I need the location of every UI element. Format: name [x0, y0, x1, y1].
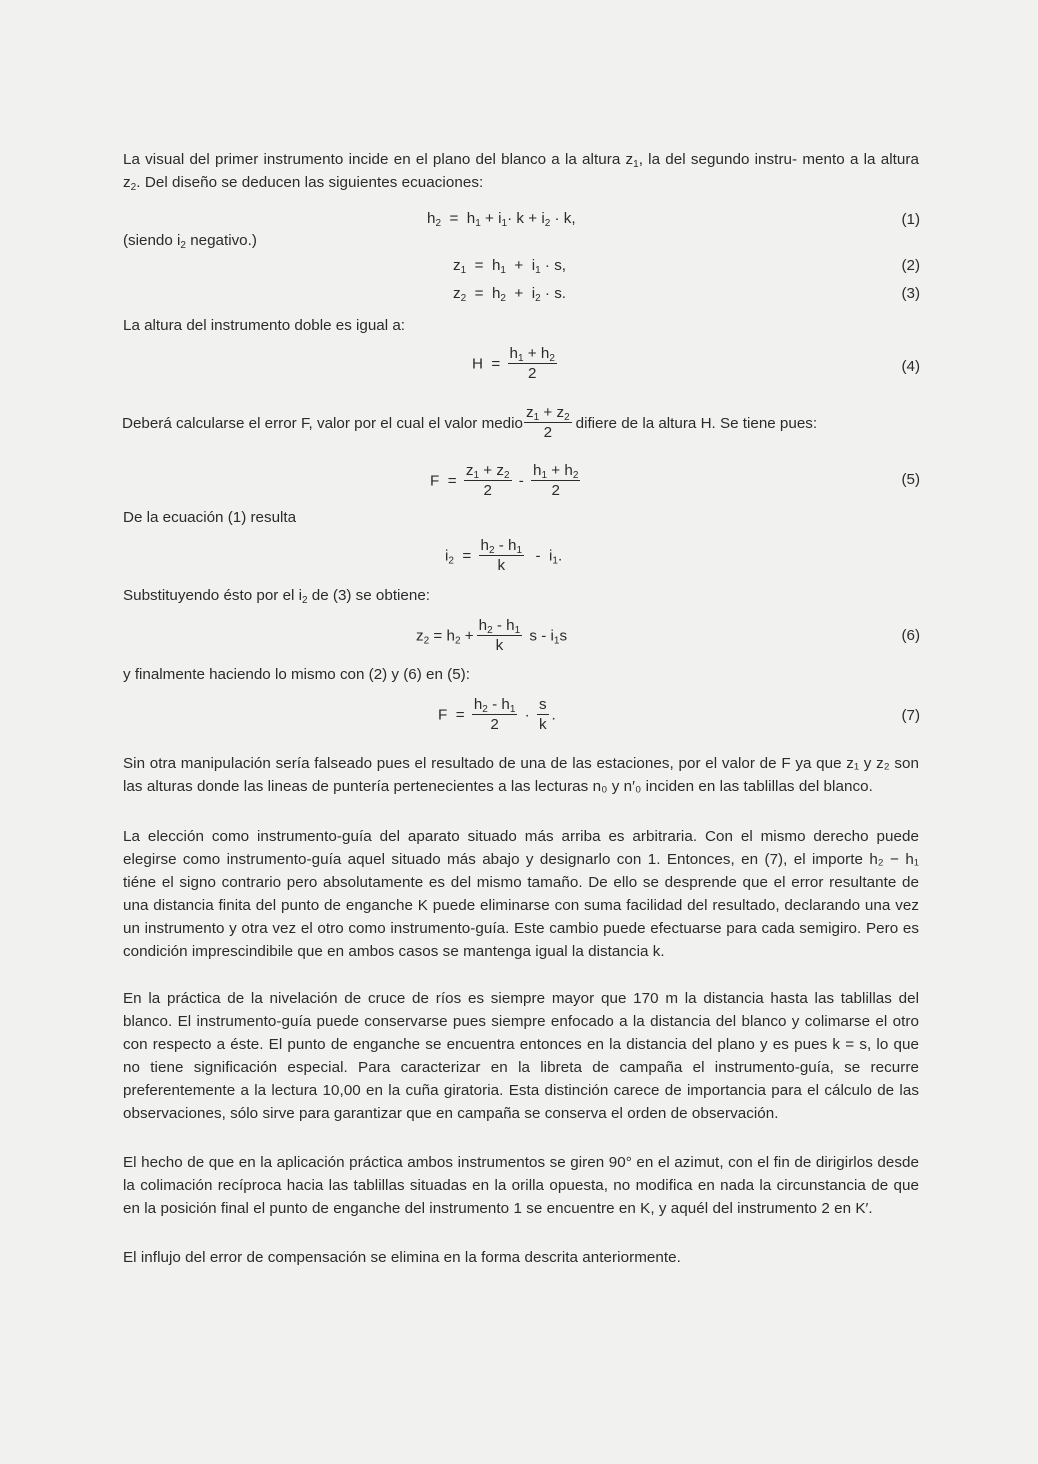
debera-text: Deberá calcularse el error F, valor por el cual el valor medio $\frac{z_1 + z_2}{2}$ difiere de la altura H. Se tiene pues: — [122, 404, 818, 441]
sub: 1 — [633, 159, 639, 170]
equation-7: F = $\frac{h_2 - h_1}{2}$ · $\frac{s}{k}$ . — [438, 696, 556, 733]
paragraph-hecho: El hecho de que en la aplicación práctica ambos instrumentos se giren 90° en el azimut, con el fin de dirigirlos desde la colimación recíproca hacia las tablillas situadas en la orilla opuesta, no modifica en nada la circunstancia de que en la posición final el punto de enganche del instrumento 1 se encuentre en K, y aquél del instrumento 2 en K′. — [123, 1154, 919, 1218]
siendo-note: (siendo $i_2$ negativo.) — [123, 232, 257, 251]
paragraph-influjo: El influjo del error de compensación se elimina en la forma descrita anteriormente. — [123, 1249, 681, 1266]
equation-2: $z_1 = h_1 + i_1 \cdot s$, — [453, 257, 567, 276]
equation-1: $h_2 = h_1 + i_1\cdot k + i_2 \cdot k$, — [427, 210, 576, 229]
paragraph-sin-otra: Sin otra manipulación sería falseado pues el resultado de una de las estaciones, por el valor de F ya que z₁ y z₂ son las alturas donde las lineas de puntería pertenecientes a las lecturas n₀ y n′₀ inciden en las tablillas del blanco. — [123, 755, 919, 796]
equation-number-5: (5) — [901, 471, 920, 488]
text: mento a la altura z — [123, 151, 919, 192]
equation-5: F = $\frac{z_1 + z_2}{2}$ - $\frac{h_1 + h_2}{2}$ — [430, 462, 579, 499]
ecuacion-resulta-text: De la ecuación (1) resulta — [123, 509, 297, 526]
equation-i2: $i_2$ = $\frac{h_2 - h_1}{k}$ - $i_1$. — [445, 537, 563, 574]
equation-number-6: (6) — [901, 627, 920, 644]
altura-doble-text: La altura del instrumento doble es igual a: — [123, 317, 405, 334]
equation-number-1: (1) — [901, 211, 920, 228]
text: . Del diseño se deducen las siguientes ecuaciones: — [136, 174, 484, 192]
paragraph-eleccion: La elección como instrumento-guía del aparato situado más arriba es arbitraria. Con el mismo derecho puede elegirse como instrumento-guía aquel situado más abajo y designarlo con 1. Entonces, en (7), el importe h₂ − h₁ tiéne el signo contrario pero absolutamente es del mismo tamaño. De ello se desprende que el error resultante de una distancia finita del punto de enganche K puede eliminarse con suma facilidad del resultado, declarando una vez un instrumento y otra vez el otro como instrumento-guía. Este cambio puede efectuarse para cada semigiro. Pero es condición imprescindibile que en ambos casos se mantenga igual la distancia k. — [123, 828, 919, 961]
equation-number-2: (2) — [901, 257, 920, 274]
intro-paragraph — [123, 148, 919, 194]
equation-6: $z_2 = h_2$ + $\frac{h_2 - h_1}{k}$ s - $i_1s$ — [416, 617, 568, 654]
paragraph-practica: En la práctica de la nivelación de cruce de ríos es siempre mayor que 170 m la distancia hasta las tablillas del blanco. El instrumento-guía puede conservarse pues siempre enfocado a la distancia del blanco y colimarse el otro con respecto a éste. El punto de enganche se encuentra entonces en la distancia del plano y es pues k = s, lo que no tiene significación especial. Para caracterizar en la libreta de campaña el instrumento-guía, se recurre preferentemente a la lectura 10,00 en la cuña giratoria. Esta distinción carece de importancia para el cálculo de las observaciones, sólo sirve para garantizar que en campaña se conserva el orden de observación. — [123, 990, 919, 1123]
text: , la del segundo instru- — [638, 151, 798, 168]
equation-number-4: (4) — [901, 358, 920, 375]
substituyendo-text: Substituyendo ésto por el $i_2$ de (3) se obtiene: — [123, 587, 430, 606]
equation-number-7: (7) — [901, 707, 920, 724]
sub: 2 — [130, 182, 137, 194]
equation-number-3: (3) — [901, 285, 920, 302]
equation-4: H = $\frac{h_1 + h_2}{2}$ — [472, 345, 555, 382]
text: La visual del primer instrumento incide en el plano del blanco a la altura z — [123, 151, 634, 168]
finalmente-text: y finalmente haciendo lo mismo con (2) y (6) en (5): — [123, 666, 470, 683]
equation-3: $z_2 = h_2 + i_2 \cdot s$. — [453, 285, 567, 304]
